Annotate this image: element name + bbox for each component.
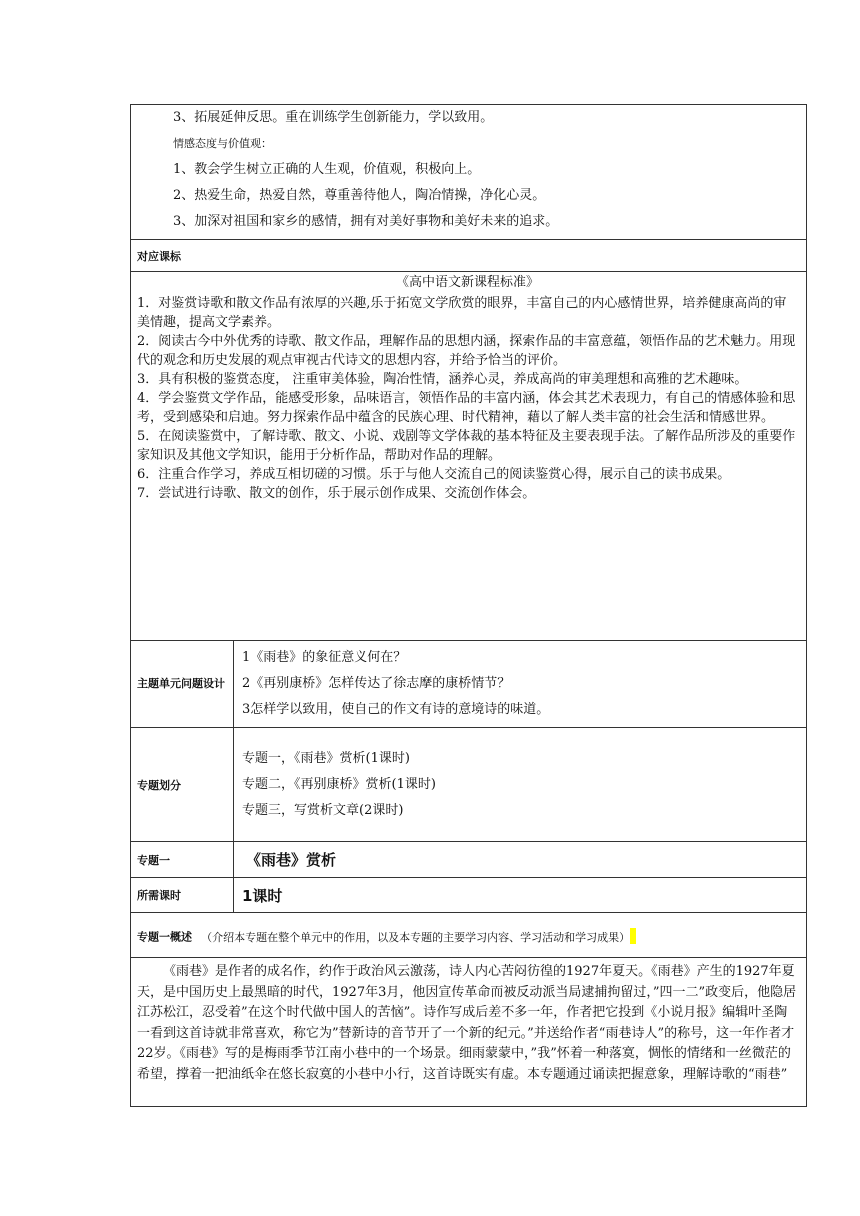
values-heading: 情感态度与价值观： xyxy=(173,137,272,150)
topic1-row xyxy=(131,842,807,878)
objective-line: 3、拓展延伸反思。重在训练学生创新能力，学以致用。 xyxy=(173,110,494,125)
values-item: 2、热爱生命，热爱自然，尊重善待他人，陶冶情操，净化心灵。 xyxy=(173,188,546,203)
standard-title: 《高中语文新课程标准》 xyxy=(395,275,539,290)
overview-label-row xyxy=(131,913,807,958)
standard-item: 5．在阅读鉴赏中，了解诗歌、散文、小说、戏剧等文学体裁的基本特征及主要表现手法。了解作品所涉及的重要作家知识及其他文学知识，能用于分析作品，帮助对作品的理解。 xyxy=(137,429,796,463)
overview-note: （介绍本专题在整个单元中的作用，以及本专题的主要学习内容、学习活动和学习成果） xyxy=(201,930,631,944)
standard-content-row xyxy=(131,272,807,641)
standard-item: 7．尝试进行诗歌、散文的创作，乐于展示创作成果、交流创作体会。 xyxy=(137,486,536,501)
questions-row xyxy=(131,641,807,728)
question-item: 3怎样学以致用，使自己的作文有诗的意境诗的味道。 xyxy=(242,702,550,717)
overview-content xyxy=(131,958,807,1107)
objectives-cell xyxy=(131,105,807,240)
highlight-marker xyxy=(630,928,636,944)
standard-item: 3．具有积极的鉴赏态度， 注重审美体验，陶冶性情，涵养心灵，养成高尚的审美理想和高雅的艺术趣味。 xyxy=(137,372,748,387)
topics-row xyxy=(131,728,807,842)
hours-value-cell xyxy=(234,878,807,913)
questions-label: 主题单元问题设计 xyxy=(131,641,234,728)
overview-text: 《雨巷》是作者的成名作，约作于政治风云激荡，诗人内心苦闷彷徨的1927年夏天。《雨巷》产生的1927年夏天，是中国历史上最黑暗的时代，1927年3月，他因宣传革命而被反动派当局逮捕拘留过，”四一二”政变后，他隐居江苏松江，忍受着”在这个时代做中国人的苦恼”。诗作写成后差不多一年，作者把它投到《小说月报》编辑叶圣陶一看到这首诗就非常喜欢，称它为”替新诗的音节开了一个新的纪元。”并送给作者“雨巷诗人”的称号，这一年作者才22岁。《雨巷》写的是梅雨季节江南小巷中的一个场景。细雨蒙蒙中，”我”怀着一种落寞，惆怅的情绪和一丝微茫的希望，撑着一把油纸伞在悠长寂寞的小巷中小行，这首诗既实有虚。本专题通过诵读把握意象，理解诗歌的“雨巷” xyxy=(137,964,797,1082)
hours-value: 1课时 xyxy=(242,886,283,905)
topic1-value: 《雨巷》赏析 xyxy=(246,851,337,869)
overview-label-cell xyxy=(131,913,807,958)
topics-label: 专题划分 xyxy=(131,728,234,842)
hours-label: 所需课时 xyxy=(131,878,234,913)
values-item: 1、教会学生树立正确的人生观，价值观，积极向上。 xyxy=(173,162,481,177)
standard-item: 2．阅读古今中外优秀的诗歌、散文作品，理解作品的思想内涵，探索作品的丰富意蕴，领悟作品的艺术魅力。用现代的观念和历史发展的观点审视古代诗文的思想内容，并给予恰当的评价。 xyxy=(137,334,796,368)
topic-item: 专题三，写赏析文章(2课时) xyxy=(242,802,404,818)
overview-label: 专题一概述 xyxy=(137,930,192,943)
topic1-label: 专题一 xyxy=(131,842,234,878)
objectives-row xyxy=(131,105,807,240)
standard-item: 1．对鉴赏诗歌和散文作品有浓厚的兴趣,乐于拓宽文学欣赏的眼界，丰富自己的内心感情世界，培养健康高尚的审美情趣，提高文学素养。 xyxy=(137,296,787,330)
standard-item: 6．注重合作学习，养成互相切磋的习惯。乐于与他人交流自己的阅读鉴赏心得，展示自己的读书成果。 xyxy=(137,467,731,482)
standard-label-row xyxy=(131,240,807,272)
questions-content xyxy=(234,641,807,728)
standard-item: 4．学会鉴赏文学作品，能感受形象，品味语言，领悟作品的丰富内涵，体会其艺术表现力，有自己的情感体验和思考，受到感染和启迪。努力探索作品中蕴含的民族心理、时代精神，藉以了解人类丰富的社会生活和情感世界。 xyxy=(137,391,796,425)
standard-content xyxy=(131,272,807,641)
standard-label: 对应课标 xyxy=(131,240,807,272)
topic-item: 专题二，《再别康桥》赏析(1课时) xyxy=(242,776,436,792)
topics-content xyxy=(234,728,807,842)
topic-item: 专题一，《雨巷》赏析(1课时) xyxy=(242,750,410,766)
values-item: 3、加深对祖国和家乡的感情，拥有对美好事物和美好未来的追求。 xyxy=(173,214,559,229)
overview-content-row xyxy=(131,958,807,1107)
question-item: 1《雨巷》的象征意义何在？ xyxy=(242,650,407,665)
topic1-value-cell xyxy=(234,842,807,878)
lesson-plan-page xyxy=(130,104,806,1107)
lesson-plan-table xyxy=(130,104,807,1107)
question-item: 2《再别康桥》怎样传达了徐志摩的康桥情节？ xyxy=(242,676,511,691)
hours-row xyxy=(131,878,807,913)
